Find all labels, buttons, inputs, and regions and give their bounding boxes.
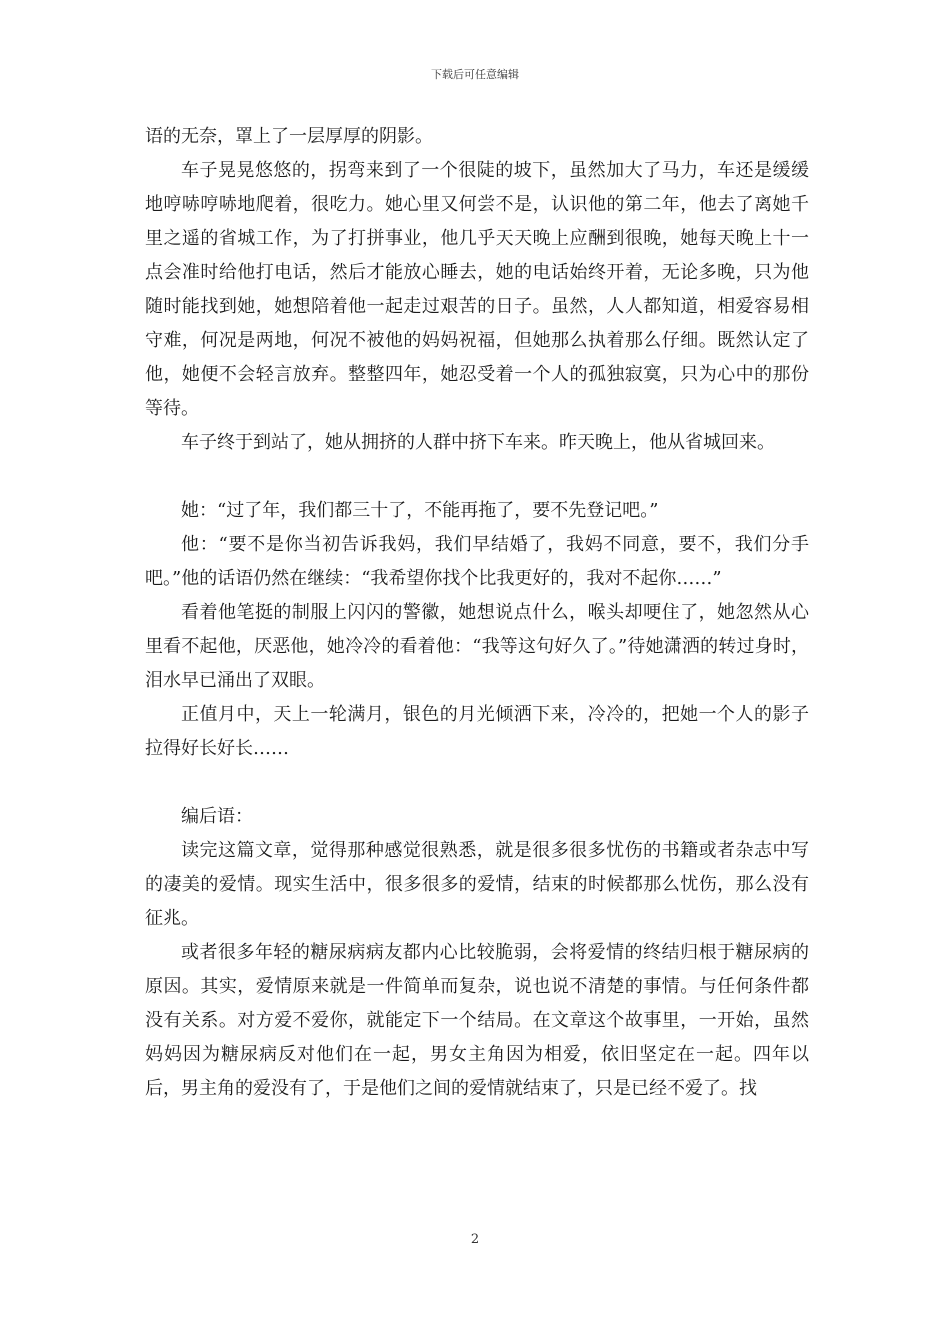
dialogue-paragraph: 他：“要不是你当初告诉我妈，我们早结婚了，我妈不同意，要不，我们分手吧。”他的话语仍然在继续：“我希望你找个比我更好的，我对不起你……” xyxy=(145,534,809,589)
paragraph-spacer xyxy=(145,766,809,800)
paragraph: 车子终于到站了，她从拥挤的人群中挤下车来。昨天晚上，他从省城回来。 xyxy=(181,432,775,453)
paragraph: 看着他笔挺的制服上闪闪的警徽，她想说点什么，喉头却哽住了，她忽然从心里看不起他，厌恶他，她冷冷的看着他：“我等这句好久了。”待她潇洒的转过身时，泪水早已涌出了双眼。 xyxy=(145,602,809,691)
paragraph: 车子晃晃悠悠的，拐弯来到了一个很陡的坡下，虽然加大了马力，车还是缓缓地哼哧哼哧地爬着，很吃力。她心里又何尝不是，认识他的第二年，他去了离她千里之遥的省城工作，为了打拼事业，他几乎天天晚上应酬到很晚，她每天晚上十一点会准时给他打电话，然后才能放心睡去，她的电话始终开着，无论多晚，只为他随时能找到她，她想陪着他一起走过艰苦的日子。虽然，人人都知道，相爱容易相守难，何况是两地，何况不被他的妈妈祝福，但她那么执着那么仔细。既然认定了他，她便不会轻言放弃。整整四年，她忍受着一个人的孤独寂寞，只为心中的那份等待。 xyxy=(145,160,809,419)
dialogue-paragraph: 她：“过了年，我们都三十了，不能再拖了，要不先登记吧。” xyxy=(181,500,659,521)
document-body xyxy=(145,120,809,1106)
editor-note-heading: 编后语： xyxy=(181,806,253,827)
paragraph: 正值月中，天上一轮满月，银色的月光倾洒下来，冷冷的，把她一个人的影子拉得好长好长…… xyxy=(145,704,809,759)
paragraph: 或者很多年轻的糖尿病病友都内心比较脆弱，会将爱情的终结归根于糖尿病的原因。其实，爱情原来就是一件简单而复杂，说也说不清楚的事情。与任何条件都没有关系。对方爱不爱你，就能定下一个结局。在文章这个故事里，一开始，虽然妈妈因为糖尿病反对他们在一起，男女主角因为相爱，依旧坚定在一起。四年以后，男主角的爱没有了，于是他们之间的爱情就结束了，只是已经不爱了。找 xyxy=(145,942,809,1099)
paragraph-spacer xyxy=(145,460,809,494)
page-header: 下载后可任意编辑 xyxy=(431,68,519,81)
paragraph-continuation: 语的无奈，罩上了一层厚厚的阴影。 xyxy=(145,126,433,147)
page-number: 2 xyxy=(470,1232,480,1247)
paragraph: 读完这篇文章，觉得那种感觉很熟悉，就是很多很多忧伤的书籍或者杂志中写的凄美的爱情。现实生活中，很多很多的爱情，结束的时候都那么忧伤，那么没有征兆。 xyxy=(145,840,809,929)
